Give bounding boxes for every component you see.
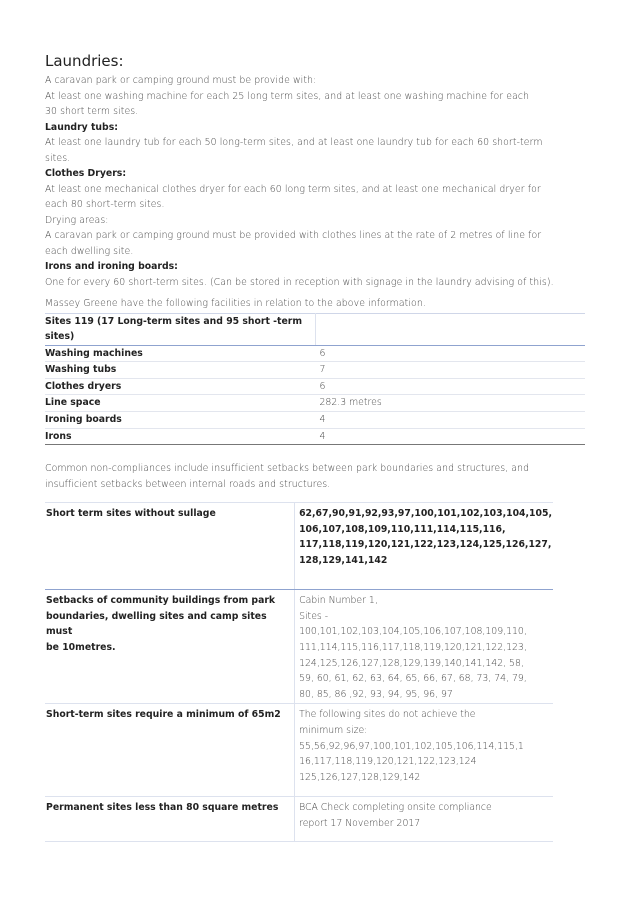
laundries-intro-2: At least one washing machine for each 25 long term sites, and at least one washing machine for each [45, 90, 530, 102]
table-row [45, 362, 585, 379]
facility-value: 4 [316, 428, 586, 445]
irons-text-1: One for every 60 short-term sites. (Can be stored in reception with signage in the laundry advising of this). [45, 276, 554, 288]
issue-cell [45, 503, 295, 590]
detail-line: The following sites do not achieve the [299, 709, 476, 721]
facility-label: Washing machines [45, 345, 316, 362]
facility-value: 4 [316, 412, 586, 429]
noncompliance-intro-2: insufficient setbacks between internal roads and structures. [45, 478, 331, 490]
facilities-header-cell [45, 313, 316, 345]
facility-label: Line space [45, 395, 316, 412]
detail-line: BCA Check completing onsite compliance [299, 802, 492, 814]
facility-value: 6 [316, 345, 586, 362]
detail-cell [295, 503, 553, 590]
laundry-tubs-text-2: sites. [45, 152, 71, 164]
facilities-intro: Massey Greene have the following facilities in relation to the above information. [45, 298, 426, 309]
laundries-title: Laundries: [45, 52, 124, 70]
clothes-dryers-text-1: At least one mechanical clothes dryer for each 60 long term sites, and at least one mechanical dryer for [45, 183, 541, 195]
detail-line: 59, 60, 61, 62, 63, 64, 65, 66, 67, 68, 73, 74, 79, [299, 673, 527, 685]
detail-line: report 17 November 2017 [299, 818, 421, 829]
detail-line: 125,126,127,128,129,142 [299, 771, 421, 783]
detail-line: 124,125,126,127,128,129,139,140,141,142, 58, [299, 657, 524, 669]
issue-line: be 10metres. [46, 642, 116, 654]
facility-label: Irons [45, 428, 316, 445]
detail-line: 128,129,141,142 [299, 555, 388, 567]
document-page [45, 52, 591, 842]
issue-cell [45, 704, 295, 797]
issue-cell [45, 590, 295, 704]
detail-line: 100,101,102,103,104,105,106,107,108,109,110, [299, 626, 527, 638]
clothes-dryers-heading: Clothes Dryers: [45, 168, 127, 179]
issue-line: boundaries, dwelling sites and camp sites must [46, 610, 267, 638]
noncompliance-intro-1: Common non-compliances include insufficient setbacks between park boundaries and structures, and [45, 463, 530, 475]
table-row [45, 428, 585, 445]
table-row [45, 395, 585, 412]
detail-line: Cabin Number 1, [299, 595, 378, 607]
detail-line: Sites - [299, 610, 329, 622]
detail-line: 106,107,108,109,110,111,114,115,116, [299, 523, 506, 535]
laundry-tubs-heading: Laundry tubs: [45, 121, 118, 133]
issue-line: Short term sites without sullage [46, 508, 216, 520]
detail-line: 111,114,115,116,117,118,119,120,121,122,123, [299, 642, 527, 654]
clothes-dryers-text-2: each 80 short-term sites. [45, 199, 165, 210]
detail-line: 117,118,119,120,121,122,123,124,125,126,127, [299, 539, 552, 551]
facility-value: 6 [316, 378, 586, 395]
laundries-intro-1: A caravan park or camping ground must be provide with: [45, 75, 317, 86]
detail-line: 80, 85, 86 ,92, 93, 94, 95, 96, 97 [299, 688, 453, 700]
detail-cell [295, 704, 553, 797]
table-row [45, 345, 585, 362]
facility-value: 7 [316, 362, 586, 379]
facilities-header-line-2: sites) [45, 331, 75, 343]
issue-line: Setbacks of community buildings from park [46, 595, 276, 607]
drying-areas-heading: Drying areas: [45, 214, 109, 226]
detail-line: minimum size: [299, 725, 368, 736]
table-row [45, 503, 553, 590]
laundries-intro-3: 30 short term sites. [45, 106, 139, 117]
table-row [45, 412, 585, 429]
facility-label: Clothes dryers [45, 378, 316, 395]
drying-areas-text-1: A caravan park or camping ground must be provided with clothes lines at the rate of 2 metres of line for [45, 230, 542, 241]
facilities-header-line-1: Sites 119 (17 Long-term sites and 95 short -term [45, 315, 303, 327]
facilities-header-empty-cell [316, 313, 586, 345]
facility-value: 282.3 metres [316, 395, 586, 412]
facilities-table [45, 313, 585, 446]
table-row [45, 797, 553, 842]
table-row [45, 378, 585, 395]
facility-label: Ironing boards [45, 412, 316, 429]
detail-line: 55,56,92,96,97,100,101,102,105,106,114,115,1 [299, 740, 524, 752]
issue-line: Short-term sites require a minimum of 65m2 [46, 709, 281, 721]
irons-heading: Irons and ironing boards: [45, 261, 178, 272]
noncompliance-table [45, 502, 553, 842]
detail-line: 62,67,90,91,92,93,97,100,101,102,103,104,105, [299, 508, 552, 520]
facility-label: Washing tubs [45, 362, 316, 379]
detail-cell [295, 797, 553, 842]
detail-line: 16,117,118,119,120,121,122,123,124 [299, 756, 477, 768]
issue-line: Permanent sites less than 80 square metres [46, 802, 279, 814]
issue-cell [45, 797, 295, 842]
laundry-tubs-text-1: At least one laundry tub for each 50 long-term sites, and at least one laundry tub for each 60 short-term [45, 137, 543, 148]
facilities-table-header [45, 313, 585, 345]
table-row [45, 704, 553, 797]
detail-cell [295, 590, 553, 704]
drying-areas-text-2: each dwelling site. [45, 245, 134, 257]
table-row [45, 590, 553, 704]
